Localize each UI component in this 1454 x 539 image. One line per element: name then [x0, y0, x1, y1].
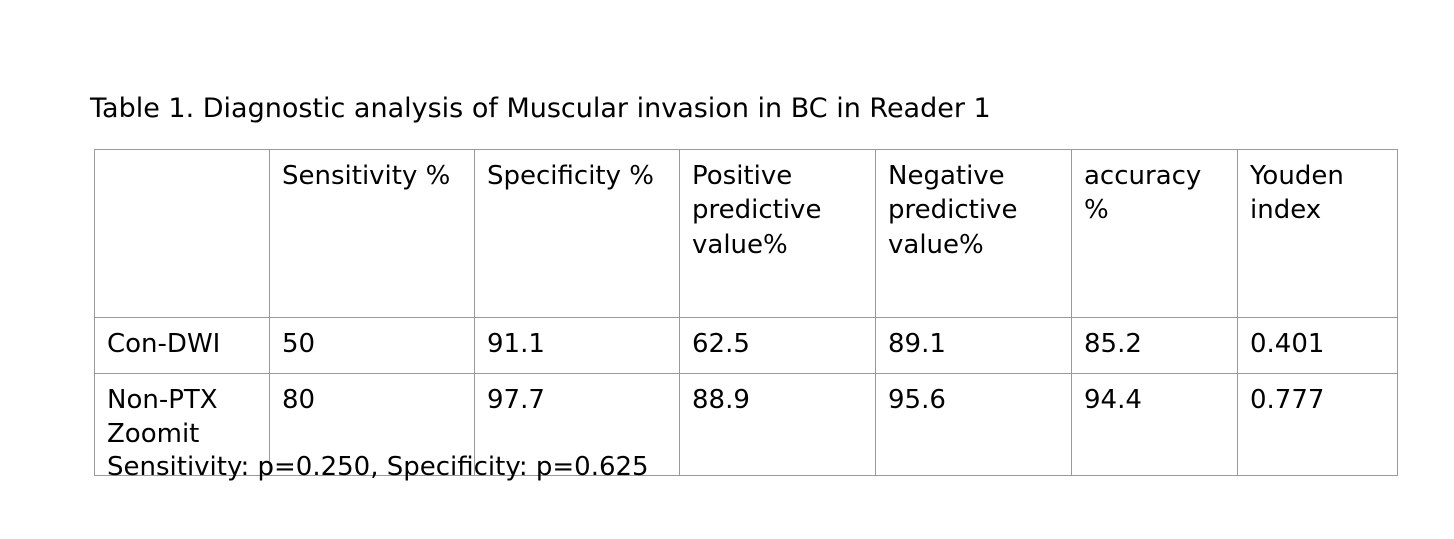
- header-cell-blank: [95, 150, 270, 318]
- cell-specificity: 97.7: [475, 374, 680, 476]
- header-cell-positive-predictive-value: Positive predictive value%: [680, 150, 876, 318]
- diagnostic-analysis-table: [94, 149, 1398, 476]
- header-cell-specificity: Specificity %: [475, 150, 680, 318]
- table-header: [95, 150, 1398, 318]
- table-header-row: [95, 150, 1398, 318]
- table-caption: Table 1. Diagnostic analysis of Muscular invasion in BC in Reader 1: [90, 93, 991, 124]
- row-label-non-ptx-zoomit: Non-PTX Zoomit: [95, 374, 270, 476]
- cell-youden: 0.401: [1238, 318, 1398, 374]
- header-cell-accuracy: accuracy %: [1072, 150, 1238, 318]
- cell-ppv: 62.5: [680, 318, 876, 374]
- cell-accuracy: 94.4: [1072, 374, 1238, 476]
- cell-youden: 0.777: [1238, 374, 1398, 476]
- table-footnote: Sensitivity: p=0.250, Specificity: p=0.625: [107, 452, 649, 482]
- header-cell-youden-index: Youden index: [1238, 150, 1398, 318]
- cell-ppv: 88.9: [680, 374, 876, 476]
- cell-sensitivity: 50: [270, 318, 475, 374]
- cell-npv: 95.6: [876, 374, 1072, 476]
- header-cell-sensitivity: Sensitivity %: [270, 150, 475, 318]
- table-row: [95, 318, 1398, 374]
- row-label-con-dwi: Con-DWI: [95, 318, 270, 374]
- cell-accuracy: 85.2: [1072, 318, 1238, 374]
- cell-specificity: 91.1: [475, 318, 680, 374]
- cell-npv: 89.1: [876, 318, 1072, 374]
- cell-sensitivity: 80: [270, 374, 475, 476]
- header-cell-negative-predictive-value: Negative predictive value%: [876, 150, 1072, 318]
